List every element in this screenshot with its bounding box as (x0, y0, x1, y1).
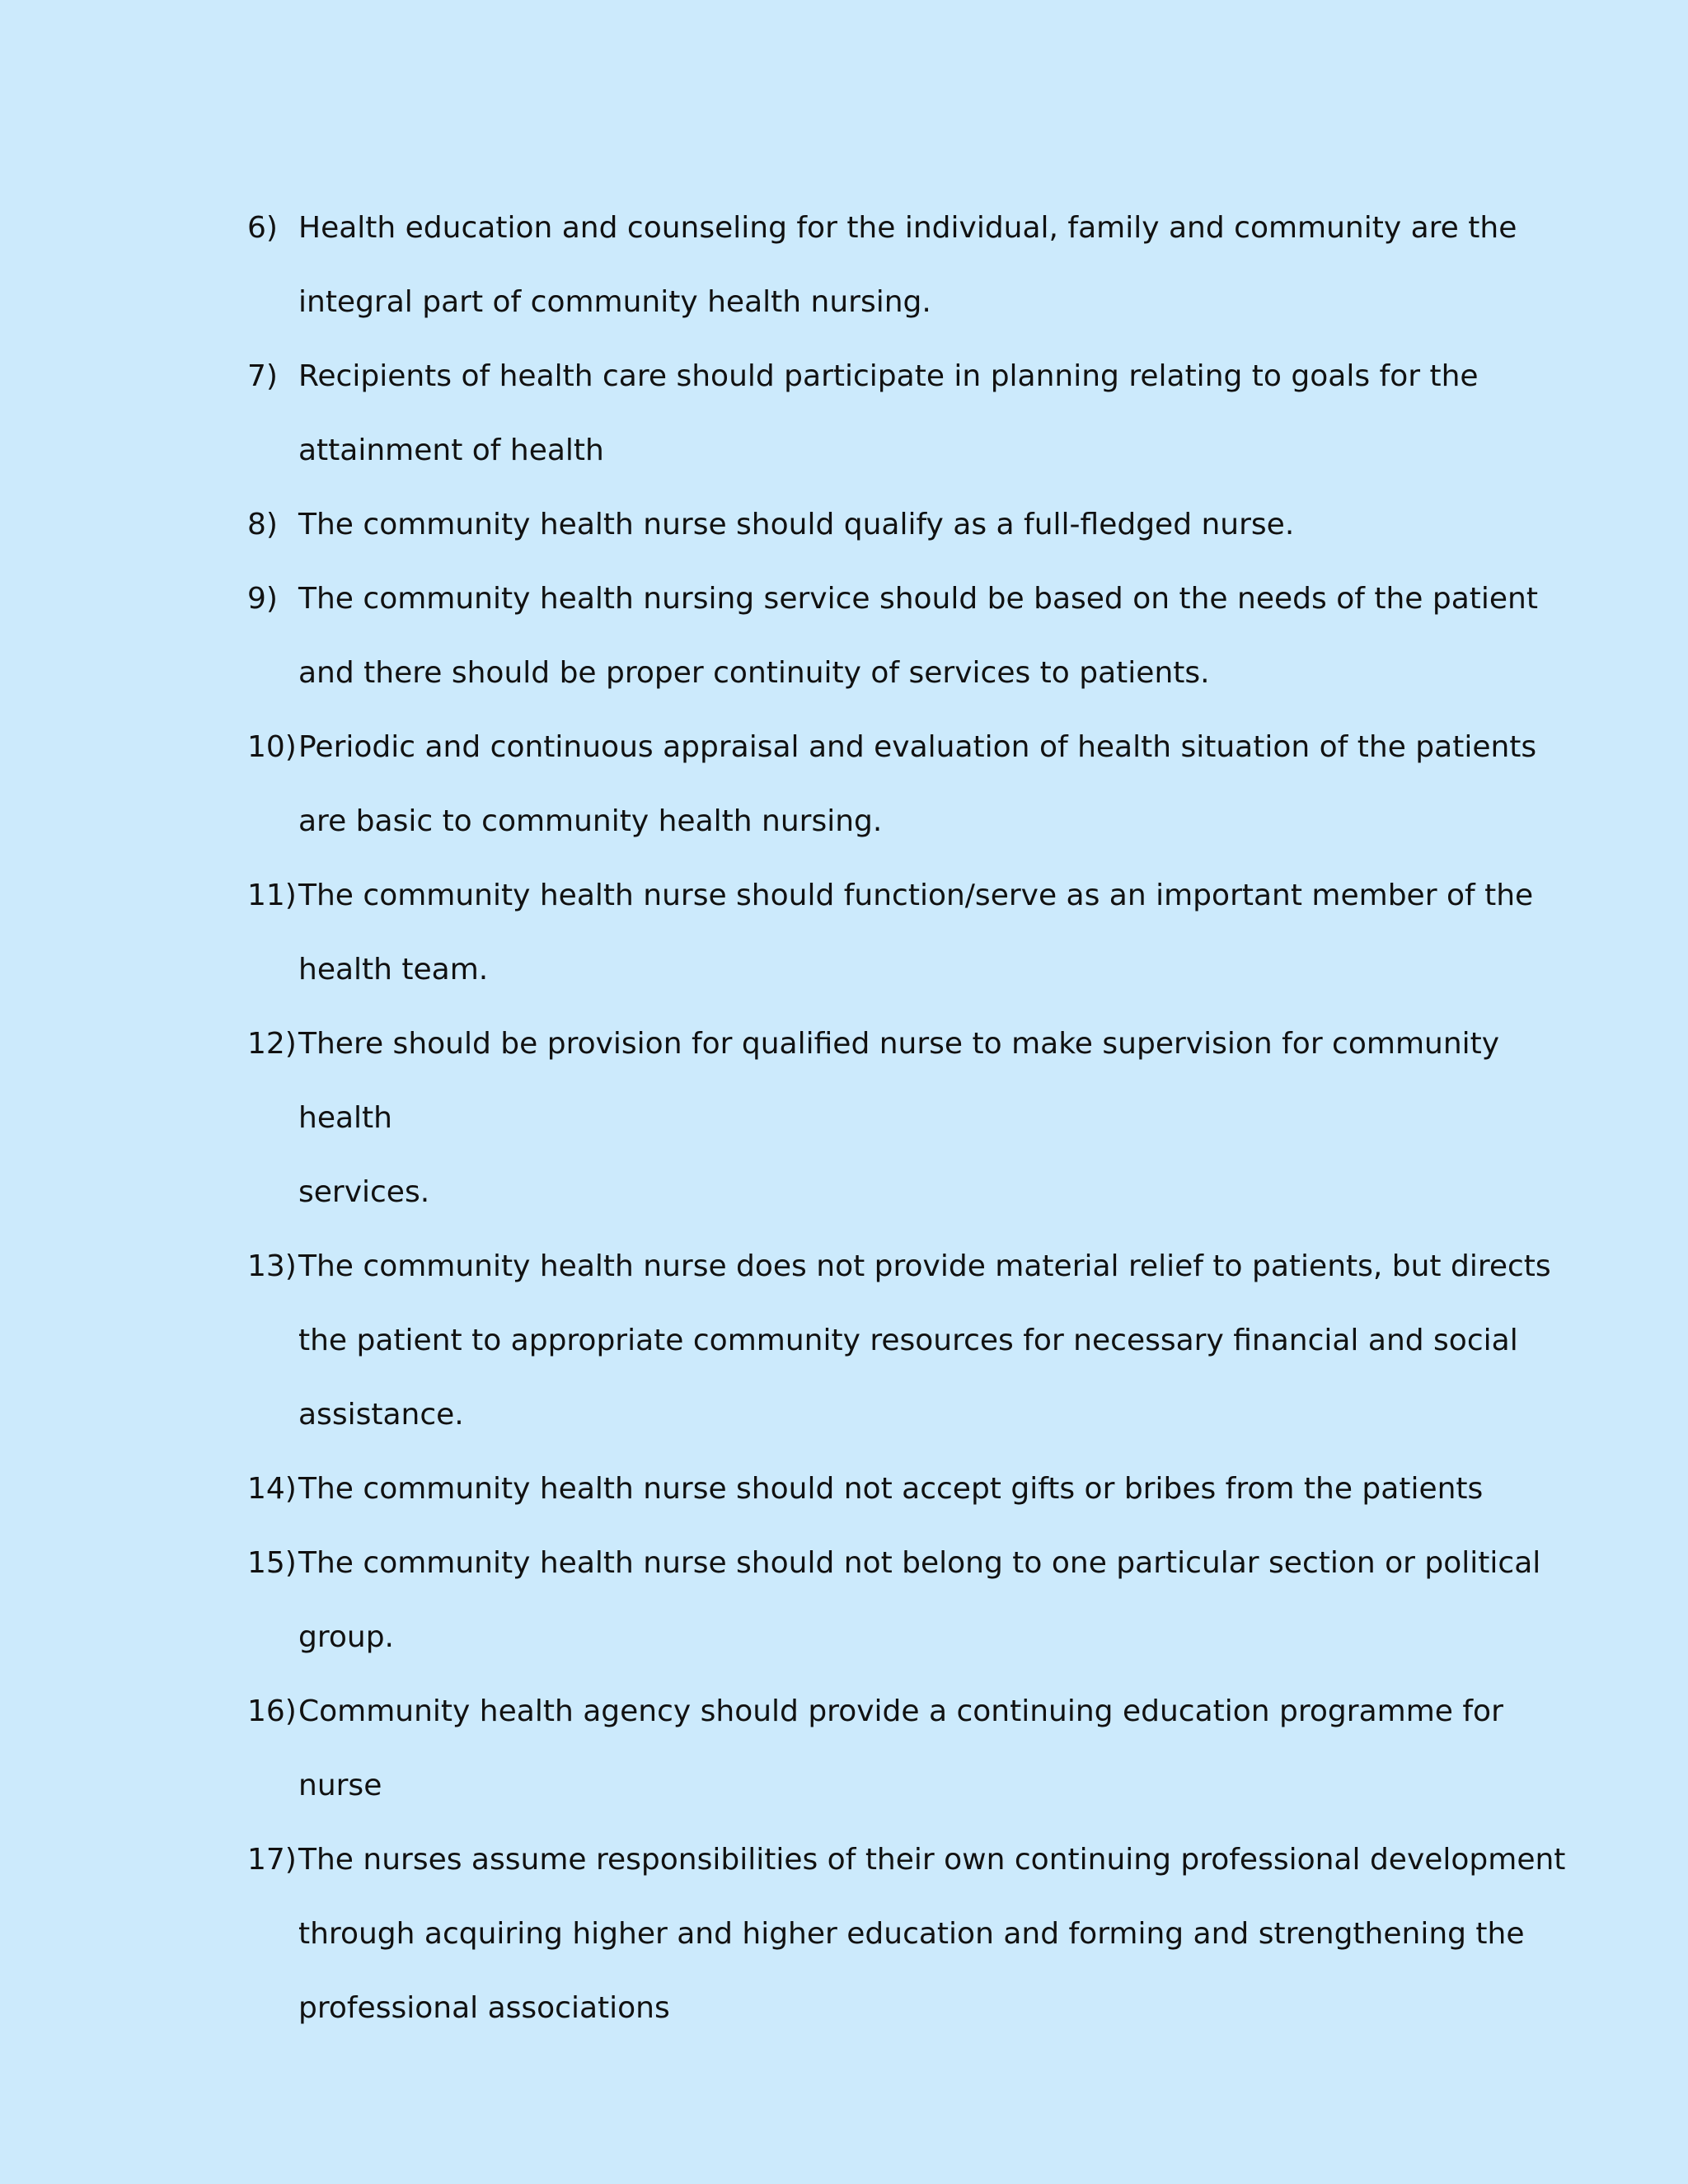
principles-list (247, 191, 1566, 2046)
item-text: The community health nursing service should be based on the needs of the patient and there should be proper continuity of services to patients. (298, 582, 1538, 690)
item-text: There should be provision for qualified nurse to make supervision for community health services. (298, 1027, 1500, 1209)
item-text: The community health nurse should not accept gifts or bribes from the patients (298, 1472, 1484, 1506)
item-number: 7) (247, 359, 278, 393)
item-number: 9) (247, 582, 278, 616)
list-item (247, 1452, 1566, 1526)
list-item (247, 488, 1566, 562)
item-number: 17) (247, 1843, 297, 1877)
list-item (247, 859, 1566, 1007)
item-number: 14) (247, 1472, 297, 1506)
item-text: Health education and counseling for the individual, family and community are the integral part of community health nursing. (298, 211, 1517, 319)
list-item (247, 1007, 1566, 1230)
item-text: The community health nurse should not belong to one particular section or political group. (298, 1546, 1541, 1654)
item-text: The community health nurse should function/serve as an important member of the health team. (298, 879, 1534, 987)
list-item (247, 1675, 1566, 1823)
list-item (247, 1526, 1566, 1675)
item-number: 10) (247, 730, 297, 764)
list-item (247, 1230, 1566, 1452)
item-text: The community health nurse should qualify as a full-fledged nurse. (298, 508, 1295, 541)
list-item (247, 191, 1566, 340)
item-text: Community health agency should provide a continuing education programme for nurse (298, 1694, 1503, 1802)
item-number: 11) (247, 879, 297, 912)
list-item (247, 710, 1566, 859)
item-text: Periodic and continuous appraisal and evaluation of health situation of the patients are basic to community health nursing. (298, 730, 1537, 838)
item-number: 8) (247, 508, 278, 541)
item-text: Recipients of health care should participate in planning relating to goals for the attainment of health (298, 359, 1479, 467)
item-text: The nurses assume responsibilities of their own continuing professional development through acquiring higher and higher education and forming and strengthening the professional associations (298, 1843, 1566, 2025)
list-item (247, 1823, 1566, 2046)
item-number: 6) (247, 211, 278, 245)
list-item (247, 340, 1566, 488)
item-number: 16) (247, 1694, 297, 1728)
list-item (247, 562, 1566, 710)
item-number: 13) (247, 1249, 297, 1283)
item-number: 12) (247, 1027, 297, 1061)
item-number: 15) (247, 1546, 297, 1580)
item-text: The community health nurse does not provide material relief to patients, but directs the patient to appropriate community resources for necessary financial and social assistance. (298, 1249, 1551, 1432)
